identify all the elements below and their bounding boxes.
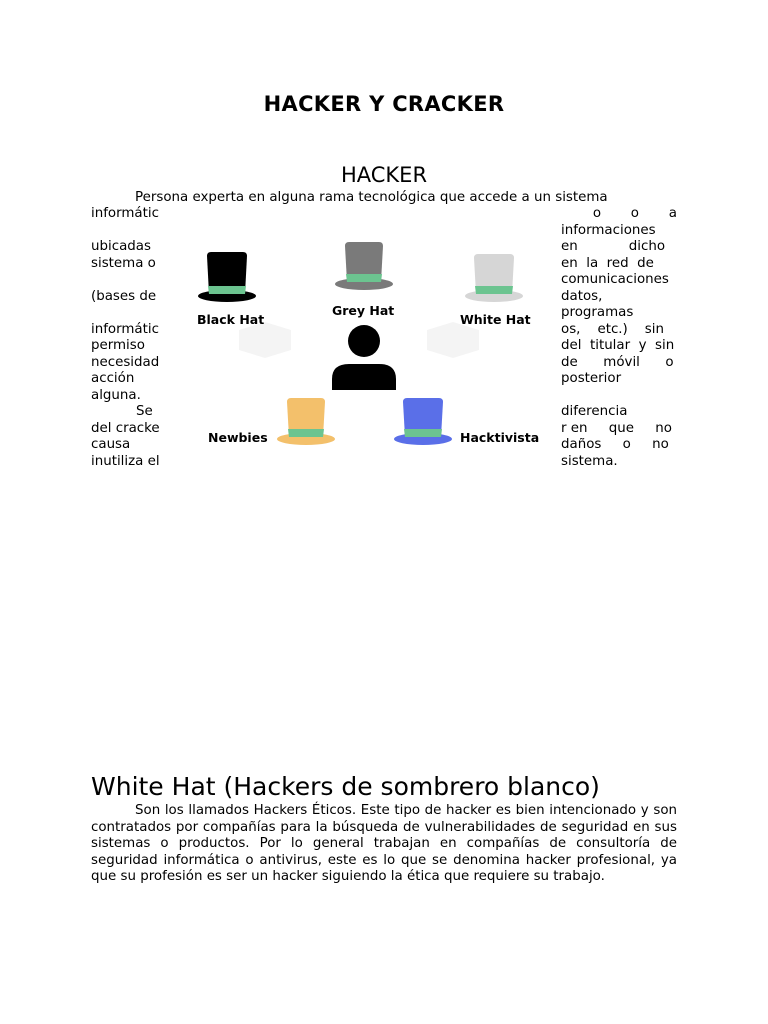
right-line: datos,	[561, 289, 603, 304]
right-line: en la red de	[561, 256, 654, 271]
white-hat-heading: White Hat (Hackers de sombrero blanco)	[91, 772, 600, 801]
grey-hat-label: Grey Hat	[332, 303, 395, 318]
right-line: os, etc.) sin	[561, 322, 664, 337]
hexagon-decoration	[427, 322, 479, 358]
right-line: del titular y sin	[561, 338, 675, 353]
right-line: comunicaciones	[561, 272, 669, 287]
left-line: Se	[136, 404, 153, 419]
right-line: sistema.	[561, 454, 618, 469]
white-hat-label: White Hat	[460, 312, 531, 327]
first-paragraph-line: Persona experta en alguna rama tecnológica que accede a un sistema	[135, 190, 608, 205]
white-hat-icon	[465, 254, 523, 302]
right-line: programas	[561, 305, 634, 320]
hacktivista-hat-icon	[394, 398, 452, 445]
newbies-label: Newbies	[208, 430, 268, 445]
right-line: o o a	[592, 206, 677, 221]
left-line: informátic	[91, 206, 159, 221]
right-line: diferencia	[561, 404, 628, 419]
left-line: necesidad	[91, 355, 160, 370]
hats-illustration	[181, 224, 545, 464]
left-line: (bases de	[91, 289, 157, 304]
left-line: del cracke	[91, 421, 160, 436]
right-line: r en que no	[561, 421, 672, 436]
right-line: posterior	[561, 371, 622, 386]
black-hat-label: Black Hat	[197, 312, 265, 327]
left-line: alguna.	[91, 388, 141, 403]
left-line: sistema o	[91, 256, 156, 271]
left-line: acción	[91, 371, 135, 386]
hacktivista-label: Hacktivista	[460, 430, 540, 445]
white-hat-paragraph: Son los llamados Hackers Éticos. Este tipo de hacker es bien intencionado y son contratados por compañías para la búsqueda de vulnerabilidades de seguridad en sus sistemas o productos. Por lo general trabajan en compañías de consultoría de seguridad informática o antivirus, este es lo que se denomina hacker profesional, ya que su profesión es ser un hacker siguiendo la ética que requiere su trabajo.	[91, 803, 677, 884]
left-line: ubicadas	[91, 239, 151, 254]
left-line: informátic	[91, 322, 159, 337]
hacker-types-figure	[181, 224, 545, 464]
left-line: inutiliza el	[91, 454, 160, 469]
hexagon-decoration	[239, 322, 291, 358]
right-line: en dicho	[561, 239, 666, 254]
section-heading-hacker: HACKER	[340, 163, 428, 187]
newbies-hat-icon	[277, 398, 335, 445]
right-line: de móvil o	[561, 355, 674, 370]
document-title: HACKER Y CRACKER	[263, 92, 505, 116]
person-icon	[332, 325, 396, 390]
left-line: permiso	[91, 338, 145, 353]
black-hat-icon	[198, 252, 256, 302]
right-line: daños o no	[561, 437, 669, 452]
right-line: informaciones	[561, 223, 656, 238]
left-line: causa	[91, 437, 131, 452]
grey-hat-icon	[335, 242, 393, 290]
